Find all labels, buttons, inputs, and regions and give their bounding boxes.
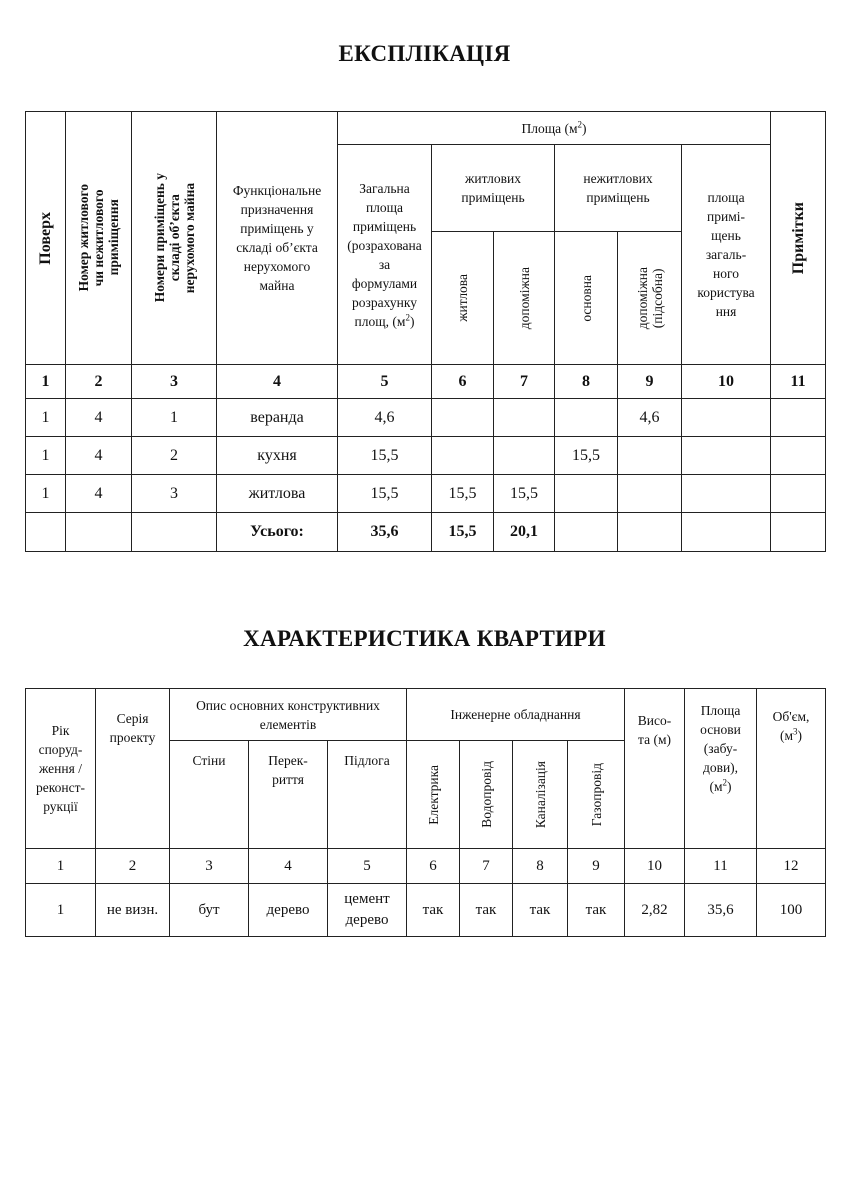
column-number-row [26, 365, 826, 399]
column-number: 4 [249, 849, 328, 884]
cell-sewer: так [513, 884, 568, 937]
column-number: 12 [757, 849, 826, 884]
cell-common-area [682, 475, 771, 513]
header-room-numbers: Номери приміщень у складі об’єкта нерухомого майна [132, 112, 217, 365]
header-function: Функціональне призначення приміщень у складі об’єкта нерухомого майна [217, 112, 338, 365]
cell-empty [618, 513, 682, 552]
header-volume: Об'єм, $(м^3)$ [757, 689, 826, 849]
cell-function: веранда [217, 399, 338, 437]
cell-series: не визн. [96, 884, 170, 937]
cell-total-area: 4,6 [338, 399, 432, 437]
header-notes: Примітки [771, 112, 826, 365]
cell-empty [26, 513, 66, 552]
explication-table [25, 111, 826, 552]
cell-living-main: 15,5 [432, 475, 494, 513]
cell-room-number: 1 [132, 399, 217, 437]
header-engineering-group: Інженерне обладнання [407, 689, 625, 741]
explication-title: ЕКСПЛІКАЦІЯ [338, 41, 511, 66]
cell-living-main [432, 437, 494, 475]
cell-nonliving-main: 15,5 [555, 437, 618, 475]
header-series: Серія проекту [96, 689, 170, 849]
column-number: 11 [771, 365, 826, 399]
column-number: 6 [407, 849, 460, 884]
cell-notes [771, 475, 826, 513]
column-number: 7 [460, 849, 513, 884]
cell-floor: 1 [26, 399, 66, 437]
total-label: Усього: [217, 513, 338, 552]
table-row [26, 399, 826, 437]
header-apartment-number: Номер житлового чи нежитлового приміщення [66, 112, 132, 365]
header-nonliving-group: нежитлових приміщень [555, 145, 682, 232]
cell-volume: 100 [757, 884, 826, 937]
header-living-main: житлова [432, 232, 494, 365]
header-walls: Стіни [170, 741, 249, 849]
cell-common-area [682, 437, 771, 475]
header-base-area: Площа основи (забу- дови), $(м^2)$ [685, 689, 757, 849]
cell-empty [555, 513, 618, 552]
cell-living-aux [494, 399, 555, 437]
cell-floor: 1 [26, 475, 66, 513]
cell-apartment-number: 4 [66, 475, 132, 513]
cell-notes [771, 399, 826, 437]
cell-empty [66, 513, 132, 552]
header-sewer: Каналізація [513, 741, 568, 849]
column-number: 1 [26, 849, 96, 884]
header-floor: Поверх [26, 112, 66, 365]
total-living-main: 15,5 [432, 513, 494, 552]
column-number: 3 [170, 849, 249, 884]
cell-function: кухня [217, 437, 338, 475]
table-row [26, 475, 826, 513]
header-height: Висо- та (м) [625, 689, 685, 849]
cell-floor: 1 [26, 437, 66, 475]
column-number-row [26, 849, 826, 884]
cell-nonliving-main [555, 475, 618, 513]
column-number: 10 [625, 849, 685, 884]
header-ceilings: Перек- риття [249, 741, 328, 849]
column-number: 2 [66, 365, 132, 399]
column-number: 5 [328, 849, 407, 884]
cell-nonliving-main [555, 399, 618, 437]
cell-gas: так [568, 884, 625, 937]
total-row [26, 513, 826, 552]
header-water: Водопровід [460, 741, 513, 849]
cell-nonliving-aux [618, 475, 682, 513]
table-row [26, 884, 826, 937]
header-common-area: площа примі- щень загаль- ного користува ння [682, 145, 771, 365]
cell-living-aux: 15,5 [494, 475, 555, 513]
cell-year: 1 [26, 884, 96, 937]
header-nonliving-aux: допоміжна (підсобна) [618, 232, 682, 365]
header-area-group: Площа $(м^2)$ [338, 112, 771, 145]
header-floor-type: Підлога [328, 741, 407, 849]
header-living-group: житлових приміщень [432, 145, 555, 232]
cell-electric: так [407, 884, 460, 937]
column-number: 8 [555, 365, 618, 399]
column-number: 7 [494, 365, 555, 399]
cell-height: 2,82 [625, 884, 685, 937]
cell-empty [682, 513, 771, 552]
cell-walls: бут [170, 884, 249, 937]
cell-living-main [432, 399, 494, 437]
column-number: 1 [26, 365, 66, 399]
header-total-area: Загальна площа приміщень (розрахована за формулами розрахунку площ, $(м^2)$ [338, 145, 432, 365]
column-number: 6 [432, 365, 494, 399]
column-number: 2 [96, 849, 170, 884]
column-number: 3 [132, 365, 217, 399]
cell-water: так [460, 884, 513, 937]
column-number: 10 [682, 365, 771, 399]
cell-common-area [682, 399, 771, 437]
cell-apartment-number: 4 [66, 437, 132, 475]
cell-ceilings: дерево [249, 884, 328, 937]
cell-living-aux [494, 437, 555, 475]
column-number: 9 [568, 849, 625, 884]
cell-empty [771, 513, 826, 552]
header-living-aux: допоміжна [494, 232, 555, 365]
header-year: Рік споруд- ження / реконст- рукції [26, 689, 96, 849]
cell-empty [132, 513, 217, 552]
cell-nonliving-aux [618, 437, 682, 475]
cell-room-number: 2 [132, 437, 217, 475]
characteristics-title: ХАРАКТЕРИСТИКА КВАРТИРИ [243, 626, 606, 651]
cell-total-area: 15,5 [338, 475, 432, 513]
cell-total-area: 15,5 [338, 437, 432, 475]
cell-notes [771, 437, 826, 475]
column-number: 9 [618, 365, 682, 399]
characteristics-table [25, 688, 826, 937]
column-number: 11 [685, 849, 757, 884]
total-area-sum: 35,6 [338, 513, 432, 552]
cell-function: житлова [217, 475, 338, 513]
cell-room-number: 3 [132, 475, 217, 513]
cell-floor-type: цемент дерево [328, 884, 407, 937]
header-structure-group: Опис основних конструктивних елементів [170, 689, 407, 741]
cell-nonliving-aux: 4,6 [618, 399, 682, 437]
column-number: 8 [513, 849, 568, 884]
cell-apartment-number: 4 [66, 399, 132, 437]
header-gas: Газопровід [568, 741, 625, 849]
header-electric: Електрика [407, 741, 460, 849]
total-living-aux: 20,1 [494, 513, 555, 552]
header-nonliving-main: основна [555, 232, 618, 365]
cell-base-area: 35,6 [685, 884, 757, 937]
table-row [26, 437, 826, 475]
column-number: 5 [338, 365, 432, 399]
column-number: 4 [217, 365, 338, 399]
